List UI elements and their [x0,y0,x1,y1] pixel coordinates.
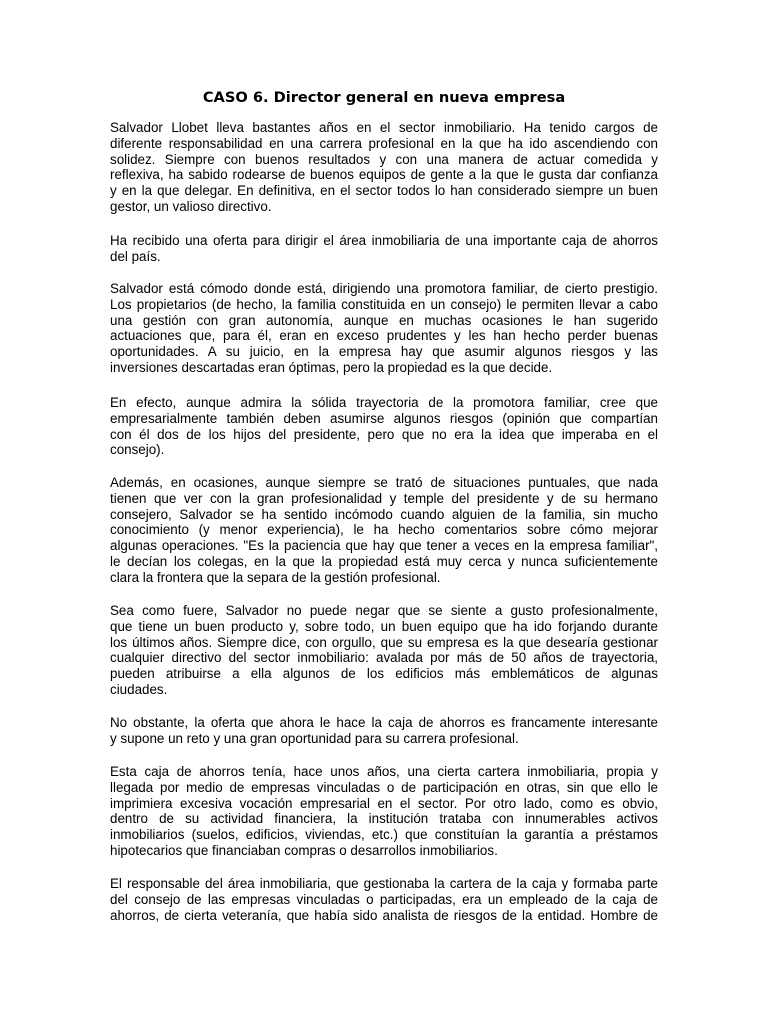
paragraph-line: En efecto, aunque admira la sólida trayectoria de la promotora familiar, cree que [110,395,658,410]
paragraph-line: conocimiento (y menor experiencia), le ha hecho comentarios sobre cómo mejorar [110,522,658,538]
paragraph-line: que tiene un buen producto y, sobre todo, un buen equipo que ha ido forjando durante [110,618,658,634]
paragraph-line: los últimos años. Siempre dice, con orgullo, que su empresa es la que desearía gestionar [110,634,658,650]
paragraph-line: actuaciones que, para él, eran en exceso prudentes y les han hecho perder buenas [110,328,658,344]
paragraph-line: algunas operaciones. "Es la paciencia que hay que tener a veces en la empresa familiar", [110,538,658,554]
paragraph-line: empresarialmente también deben asumirse algunos riesgos (opinión que compartían [110,410,658,426]
paragraph-line: imprimiera excesiva vocación empresarial en el sector. Por otro lado, como es obvio, [110,795,658,811]
paragraph-line: ahorros, de cierta veteranía, que había sido analista de riesgos de la entidad. Hombre de [110,907,658,923]
paragraph-line: oportunidades. A su juicio, en la empresa hay que asumir algunos riesgos y las [110,344,658,360]
paragraph-line: una gestión con gran autonomía, aunque en muchas ocasiones le han sugerido [110,312,658,328]
paragraph-line: del consejo de las empresas vinculadas o participadas, era un empleado de la caja de [110,891,658,907]
paragraph [110,715,658,747]
paragraph-line: Además, en ocasiones, aunque siempre se trató de situaciones puntuales, que nada [110,475,658,490]
paragraph-line: solidez. Siempre con buenos resultados y con una manera de actuar comedida y [110,151,658,167]
paragraph [110,764,658,859]
paragraph-line: con él dos de los hijos del presidente, pero que no era la idea que imperaba en el [110,426,658,442]
paragraph-line: Esta caja de ahorros tenía, hace unos años, una cierta cartera inmobiliaria, propia y [110,764,658,779]
paragraph-line: hipotecarios que financiaban compras o desarrollos inmobiliarios. [110,842,498,858]
paragraph-line: dentro de su actividad financiera, la institución trataba con innumerables activos [110,811,658,827]
paragraph-line: pueden atribuirse a ella algunos de los edificios más emblemáticos de algunas [110,666,658,682]
paragraph-line: consejo). [110,442,165,458]
paragraph [110,876,658,923]
paragraph [110,233,658,265]
paragraph [110,603,658,698]
paragraph-line: No obstante, la oferta que ahora le hace la caja de ahorros es francamente interesante [110,715,658,730]
paragraph-line: ciudades. [110,681,168,697]
paragraph-line: gestor, un valioso directivo. [110,198,272,214]
paragraph-line: le decían los colegas, en la que la propiedad está muy cerca y nunca suficientemente [110,553,658,569]
paragraph-line: inversiones descartadas eran óptimas, pero la propiedad es la que decide. [110,359,553,375]
paragraph-line: diferente responsabilidad en una carrera profesional en la que ha ido ascendiendo con [110,135,658,151]
paragraph-line: consejero, Salvador se ha sentido incómodo cuando alguien de la familia, sin mucho [110,506,658,522]
paragraph-line: Salvador Llobet lleva bastantes años en el sector inmobiliario. Ha tenido cargos de [110,120,658,135]
paragraph-line: Ha recibido una oferta para dirigir el área inmobiliaria de una importante caja de ahorros [110,233,658,248]
paragraph-line: reflexiva, ha sabido rodearse de buenos equipos de gente a la que le gusta dar confianza [110,167,658,183]
paragraph-line: Sea como fuere, Salvador no puede negar que se siente a gusto profesionalmente, [110,603,658,618]
document-title: CASO 6. Director general en nueva empresa [202,89,566,106]
paragraph-line: tienen que ver con la gran profesionalidad y temple del presidente y de su hermano [110,490,658,506]
paragraph [110,395,658,458]
paragraph-line: llegada por medio de empresas vinculadas o de participación en otras, sin que ello le [110,779,658,795]
paragraph-line: inmobiliarios (suelos, edificios, viviendas, etc.) que constituían la garantía a préstamos [110,827,658,843]
paragraph-line: Salvador está cómodo donde está, dirigiendo una promotora familiar, de cierto prestigio. [110,281,658,296]
paragraph [110,475,658,586]
paragraph-line: y supone un reto y una gran oportunidad para su carrera profesional. [110,730,519,746]
paragraph-line: cualquier directivo del sector inmobiliario: avalada por más de 50 años de trayectoria, [110,650,658,666]
paragraph [110,281,658,376]
paragraph-line: clara la frontera que la separa de la gestión profesional. [110,569,441,585]
paragraph-line: del país. [110,248,161,264]
paragraph-line: Los propietarios (de hecho, la familia constituida en un consejo) le permiten llevar a cabo [110,296,658,312]
paragraph [110,120,658,215]
paragraph-line: y en la que delegar. En definitiva, en el sector todos lo han considerado siempre un buen [110,183,658,199]
paragraph-line: El responsable del área inmobiliaria, que gestionaba la cartera de la caja y formaba parte [110,876,658,891]
